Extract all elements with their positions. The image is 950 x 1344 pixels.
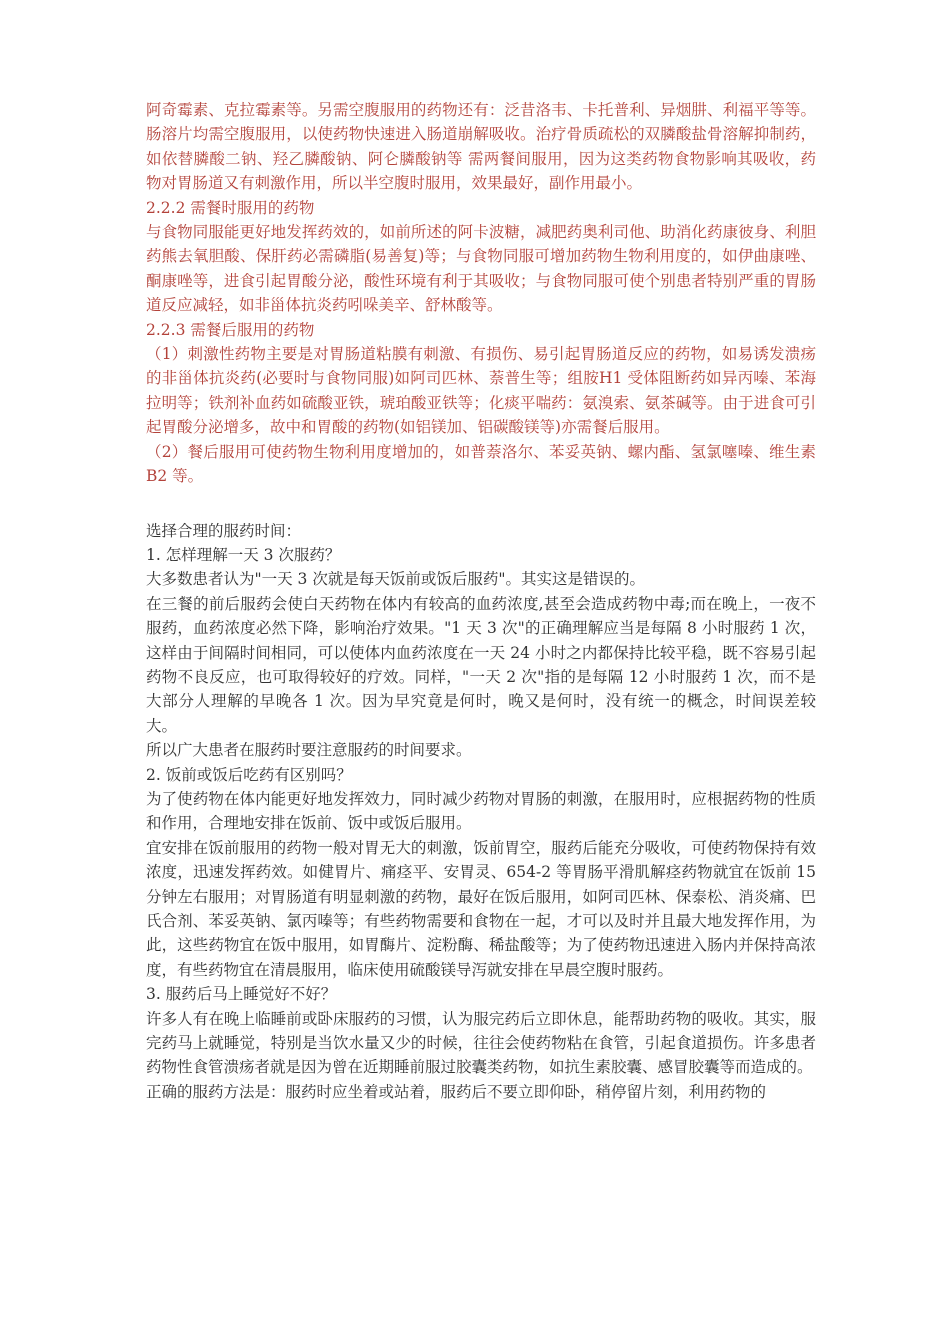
question-3-heading: 3. 服药后马上睡觉好不好？ [146, 985, 337, 1004]
medication-timing-section [146, 98, 816, 489]
heading-2-2-2: 2.2.2 需餐时服用的药物 [146, 198, 315, 217]
document-page [146, 98, 816, 1104]
fasting-drugs-paragraph: 阿奇霉素、克拉霉素等。另需空腹服用的药物还有：泛昔洛韦、卡托普利、异烟肼、利福平等等。肠溶片均需空腹服用，以使药物快速进入肠道崩解吸收。治疗骨质疏松的双膦酸盐骨溶解抑制药，如依替膦酸二钠、羟乙膦酸钠、阿仑膦酸钠等 需两餐间服用，因为这类药物食物影响其吸收，药物对胃肠道又有刺激作用，所以半空腹时服用，效果最好，副作用最小。 [146, 101, 816, 193]
question-1-paragraph-3: 所以广大患者在服药时要注意服药的时间要求。 [146, 741, 472, 760]
question-2-paragraph-1: 为了使药物在体内能更好地发挥效力，同时减少药物对胃肠的刺激，在服用时，应根据药物的性质和作用，合理地安排在饭前、饭中或饭后服用。 [146, 789, 816, 833]
question-1-paragraph-2: 在三餐的前后服药会使白天药物在体内有较高的血药浓度,甚至会造成药物中毒;而在晚上，一夜不服药，血药浓度必然下降，影响治疗效果。"1 天 3 次"的正确理解应当是每隔 8 小时服药 1 次，这样由于间隔时间相同，可以使体内血药浓度在一天 24 小时之内都保持比较平稳，既不容易引起药物不良反应，也可取得较好的疗效。同样，"一天 2 次"指的是每隔 12 小时服药 1 次，而不是大部分人理解的早晚各 1 次。因为早究竟是何时，晚又是何时，没有统一的概念，时间误差较大。 [146, 594, 816, 735]
question-3-paragraph-1: 许多人有在晚上临睡前或卧床服药的习惯，认为服完药后立即休息，能帮助药物的吸收。其实，服完药马上就睡觉，特别是当饮水量又少的时候，往往会使药物粘在食管，引起食道损伤。许多患者药物性食管溃疡者就是因为曾在近期睡前服过胶囊类药物，如抗生素胶囊、感冒胶囊等而造成的。 [146, 1009, 816, 1077]
with-meal-drugs-paragraph: 与食物同服能更好地发挥药效的，如前所述的阿卡波糖，减肥药奥利司他、助消化药康彼身、利胆药熊去氧胆酸、保肝药必需磷脂(易善复)等；与食物同服可增加药物生物利用度的，如伊曲康唑、酮康唑等，进食引起胃酸分泌，酸性环境有利于其吸收；与食物同服可使个别患者特别严重的胃肠道反应减轻，如非甾体抗炎药吲哚美辛、舒林酸等。 [146, 223, 816, 315]
section-intro: 选择合理的服药时间： [146, 521, 302, 540]
heading-2-2-3: 2.2.3 需餐后服用的药物 [146, 320, 315, 339]
after-meal-drugs-paragraph-1: （1）刺激性药物主要是对胃肠道粘膜有刺激、有损伤、易引起胃肠道反应的药物，如易诱发溃疡的非甾体抗炎药(必要时与食物同服)如阿司匹林、萘普生等；组胺H1 受体阻断药如异丙嗪、苯海拉明等；铁剂补血药如硫酸亚铁，琥珀酸亚铁等；化痰平喘药：氨溴索、氨茶碱等。由于进食可引起胃酸分泌增多，故中和胃酸的药物(如铝镁加、铝碳酸镁等)亦需餐后服用。 [146, 345, 816, 437]
section-spacer [146, 489, 816, 519]
question-1-heading: 1. 怎样理解一天 3 次服药？ [146, 545, 341, 564]
question-3-paragraph-2: 正确的服药方法是：服药时应坐着或站着，服药后不要立即仰卧，稍停留片刻，利用药物的 [146, 1082, 767, 1101]
question-2-heading: 2. 饭前或饭后吃药有区别吗？ [146, 765, 352, 784]
question-2-paragraph-2: 宜安排在饭前服用的药物一般对胃无大的刺激，饭前胃空，服药后能充分吸收，可使药物保持有效浓度，迅速发挥药效。如健胃片、痛痉平、安胃灵、654-2 等胃肠平滑肌解痉药物就宜在饭前 15 分钟左右服用；对胃肠道有明显刺激的药物，最好在饭后服用，如阿司匹林、保泰松、消炎痛、巴氏合剂、苯妥英钠、氯丙嗪等；有些药物需要和食物在一起，才可以及时并且最大地发挥作用，为此，这些药物宜在饭中服用，如胃酶片、淀粉酶、稀盐酸等；为了使药物迅速进入肠内并保持高浓度，有些药物宜在清晨服用，临床使用硫酸镁导泻就安排在早晨空腹时服药。 [146, 838, 816, 979]
reasonable-timing-section [146, 519, 816, 1105]
after-meal-drugs-paragraph-2: （2）餐后服用可使药物生物利用度增加的，如普萘洛尔、苯妥英钠、螺内酯、氢氯噻嗪、维生素 B2 等。 [146, 442, 816, 486]
question-1-paragraph-1: 大多数患者认为"一天 3 次就是每天饭前或饭后服药"。其实这是错误的。 [146, 570, 645, 589]
